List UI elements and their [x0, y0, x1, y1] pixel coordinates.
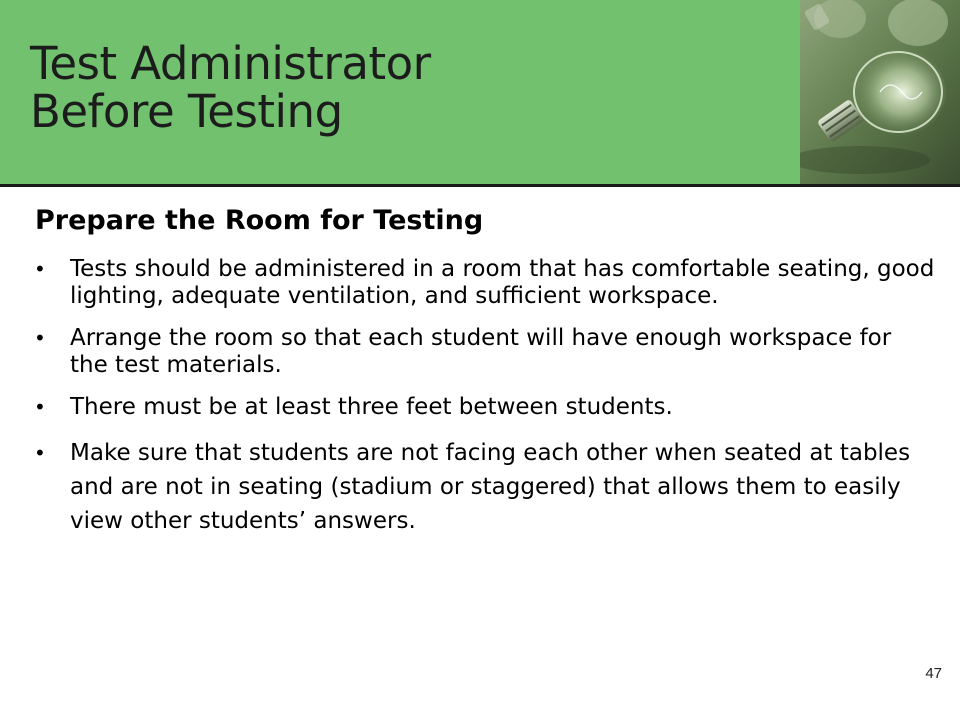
bullet-item — [30, 325, 935, 379]
slide-title — [30, 37, 431, 138]
bullet-item — [30, 394, 935, 421]
title-line-2: Before Testing — [30, 85, 343, 138]
light-bulb-photo — [800, 0, 960, 184]
bullet-icon: • — [34, 326, 46, 350]
bullet-list — [30, 256, 935, 553]
bullet-icon: • — [34, 441, 46, 465]
bullet-text: Tests should be administered in a room that has comfortable seating, good lighting, adequate ventilation, and sufficient workspace. — [70, 256, 935, 309]
light-bulb-icon — [800, 0, 960, 184]
bullet-icon: • — [34, 395, 46, 419]
bullet-text: There must be at least three feet between students. — [70, 394, 673, 420]
bullet-item — [30, 436, 935, 538]
bullet-text: Arrange the room so that each student will have enough workspace for the test materials. — [70, 325, 892, 378]
title-line-1: Test Administrator — [30, 37, 431, 90]
bullet-icon: • — [34, 257, 46, 281]
title-divider — [0, 184, 960, 187]
bullet-text: Make sure that students are not facing each other when seated at tables and are not in seating (stadium or staggered) that allows them to easily view other students’ answers. — [70, 440, 911, 534]
section-heading: Prepare the Room for Testing — [35, 205, 484, 236]
page-number: 47 — [925, 665, 942, 682]
bullet-item — [30, 256, 935, 310]
